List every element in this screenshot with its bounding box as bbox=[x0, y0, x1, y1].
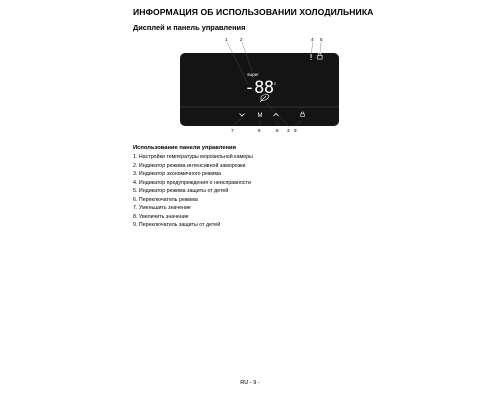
panel-usage-heading: Использование панели управления bbox=[133, 145, 236, 151]
callout-6: 6 bbox=[258, 128, 261, 133]
control-panel-diagram bbox=[150, 33, 370, 143]
list-item: 9. Переключатель защиты от детей bbox=[133, 222, 221, 229]
super-freeze-indicator: super bbox=[247, 72, 259, 77]
warning-indicator-icon bbox=[311, 54, 312, 60]
callout-8: 8 bbox=[276, 128, 279, 133]
callout-5: 5 bbox=[320, 37, 323, 42]
callout-3: 3 bbox=[287, 128, 290, 133]
list-item: 3. Индикатор экономичного режима bbox=[133, 171, 221, 178]
callout-2: 2 bbox=[240, 37, 243, 42]
list-item: 2. Индикатор режима интенсивной заморозки bbox=[133, 162, 246, 169]
callout-1: 1 bbox=[225, 37, 228, 42]
list-item: 1. Настройки температуры морозильной камеры bbox=[133, 154, 253, 160]
callout-9: 9 bbox=[294, 128, 297, 133]
mode-button[interactable]: M bbox=[257, 113, 263, 119]
section-subtitle: Дисплей и панель управления bbox=[133, 23, 246, 32]
list-item: 8. Увеличить значение bbox=[133, 213, 189, 220]
list-item: 4. Индикатор предупреждения о неисправности bbox=[133, 179, 251, 186]
list-item: 7. Уменьшить значение bbox=[133, 205, 191, 212]
list-item: 6. Переключатель режима bbox=[133, 196, 198, 203]
temperature-display: -88 bbox=[244, 78, 274, 98]
document-title: ИНФОРМАЦИЯ ОБ ИСПОЛЬЗОВАНИИ ХОЛОДИЛЬНИКА bbox=[133, 7, 374, 17]
page-number: RU - 9 - bbox=[240, 380, 260, 386]
callout-7: 7 bbox=[231, 128, 234, 133]
temperature-unit: c bbox=[274, 81, 277, 86]
panel-usage-list bbox=[133, 153, 253, 230]
list-item: 5. Индикатор режима защиты от детей bbox=[133, 188, 229, 195]
callout-4: 4 bbox=[311, 37, 314, 42]
